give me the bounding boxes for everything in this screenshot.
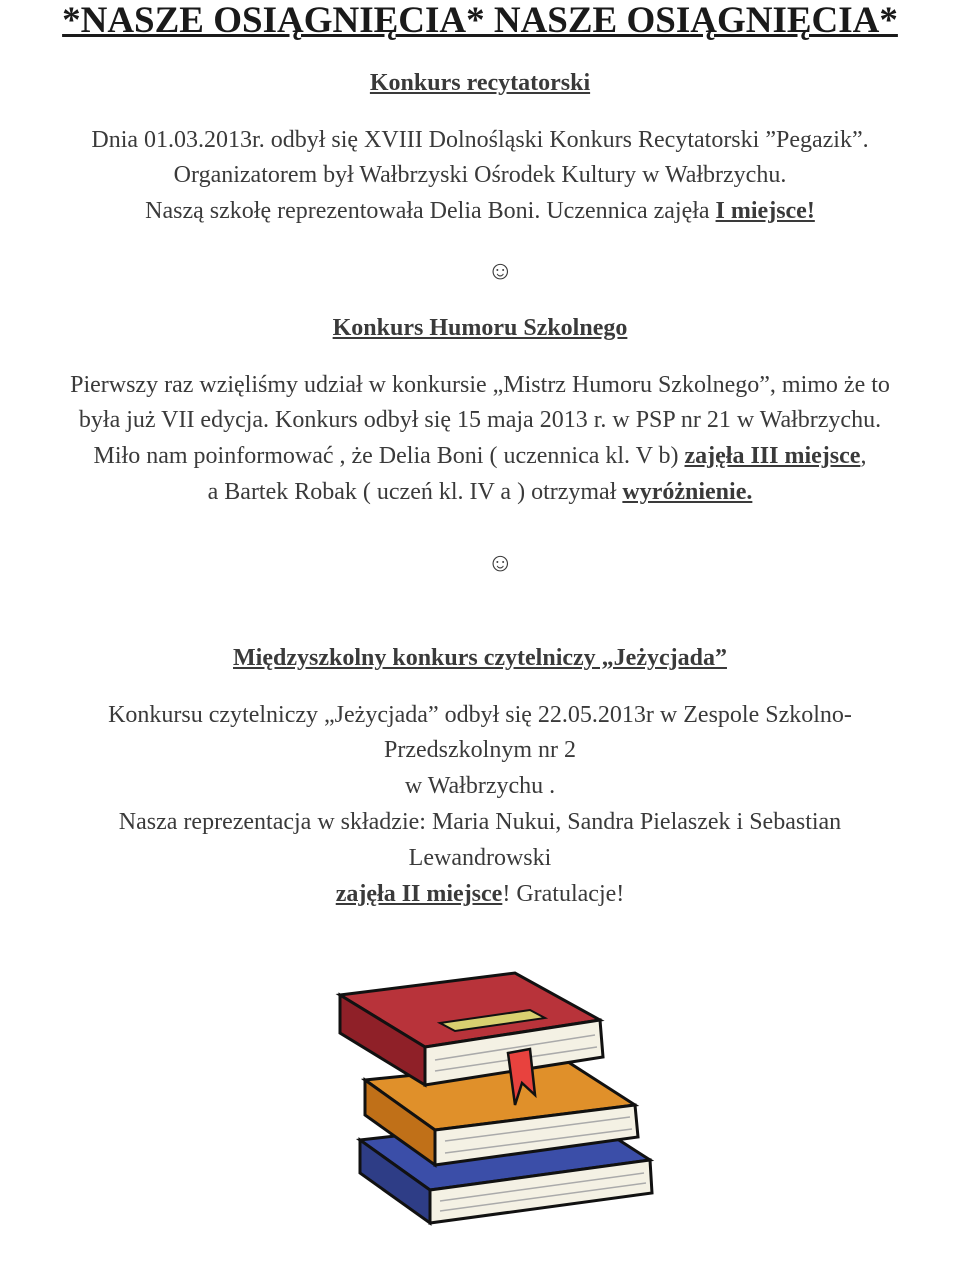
paragraph-line: w Wałbrzychu . <box>404 773 556 799</box>
paragraph-line <box>0 879 960 909</box>
page-title: *NASZE OSIĄGNIĘCIA* NASZE OSIĄGNIĘCIA* <box>62 0 898 41</box>
books-stack-icon <box>330 965 670 1230</box>
award-highlight: I miejsce! <box>715 198 815 224</box>
paragraph-line: Przedszkolnym nr 2 <box>384 737 576 763</box>
paragraph-line <box>0 477 960 507</box>
award-highlight: zajęła III miejsce <box>684 443 861 469</box>
section-heading-reading-contest: Międzyszkolny konkurs czytelniczy „Jeżycjada” <box>233 645 727 671</box>
paragraph-line: Dnia 01.03.2013r. odbył się XVIII Dolnośląski Konkurs Recytatorski ”Pegazik”. <box>91 127 869 153</box>
paragraph-line: Lewandrowski <box>408 845 552 871</box>
award-highlight: wyróżnienie. <box>622 479 753 505</box>
paragraph-text: Naszą szkołę reprezentowała Delia Boni. Uczennica zajęła <box>145 198 716 224</box>
paragraph-line: była już VII edycja. Konkurs odbył się 15 maja 2013 r. w PSP nr 21 w Wałbrzychu. <box>78 407 882 433</box>
paragraph-text: , <box>860 443 867 469</box>
award-highlight: zajęła II miejsce <box>335 881 503 907</box>
paragraph-line <box>0 441 960 471</box>
smiley-icon: ☺ <box>487 548 514 577</box>
smiley-icon: ☺ <box>487 256 514 285</box>
section-heading-humor: Konkurs Humoru Szkolnego <box>332 315 628 341</box>
paragraph-line: Konkursu czytelniczy „Jeżycjada” odbył się 22.05.2013r w Zespole Szkolno- <box>108 702 852 728</box>
paragraph-line: Organizatorem był Wałbrzyski Ośrodek Kultury w Wałbrzychu. <box>173 162 787 188</box>
paragraph-line: Pierwszy raz wzięliśmy udział w konkursie „Mistrz Humoru Szkolnego”, mimo że to <box>70 372 890 398</box>
section-heading-recitation: Konkurs recytatorski <box>369 70 591 96</box>
paragraph-line: Nasza reprezentacja w składzie: Maria Nukui, Sandra Pielaszek i Sebastian <box>118 809 842 835</box>
paragraph-text: a Bartek Robak ( uczeń kl. IV a ) otrzymał <box>207 479 623 505</box>
paragraph-text: ! Gratulacje! <box>502 881 625 907</box>
paragraph-text: Miło nam poinformować , że Delia Boni ( uczennica kl. V b) <box>93 443 685 469</box>
paragraph-line <box>0 196 960 226</box>
